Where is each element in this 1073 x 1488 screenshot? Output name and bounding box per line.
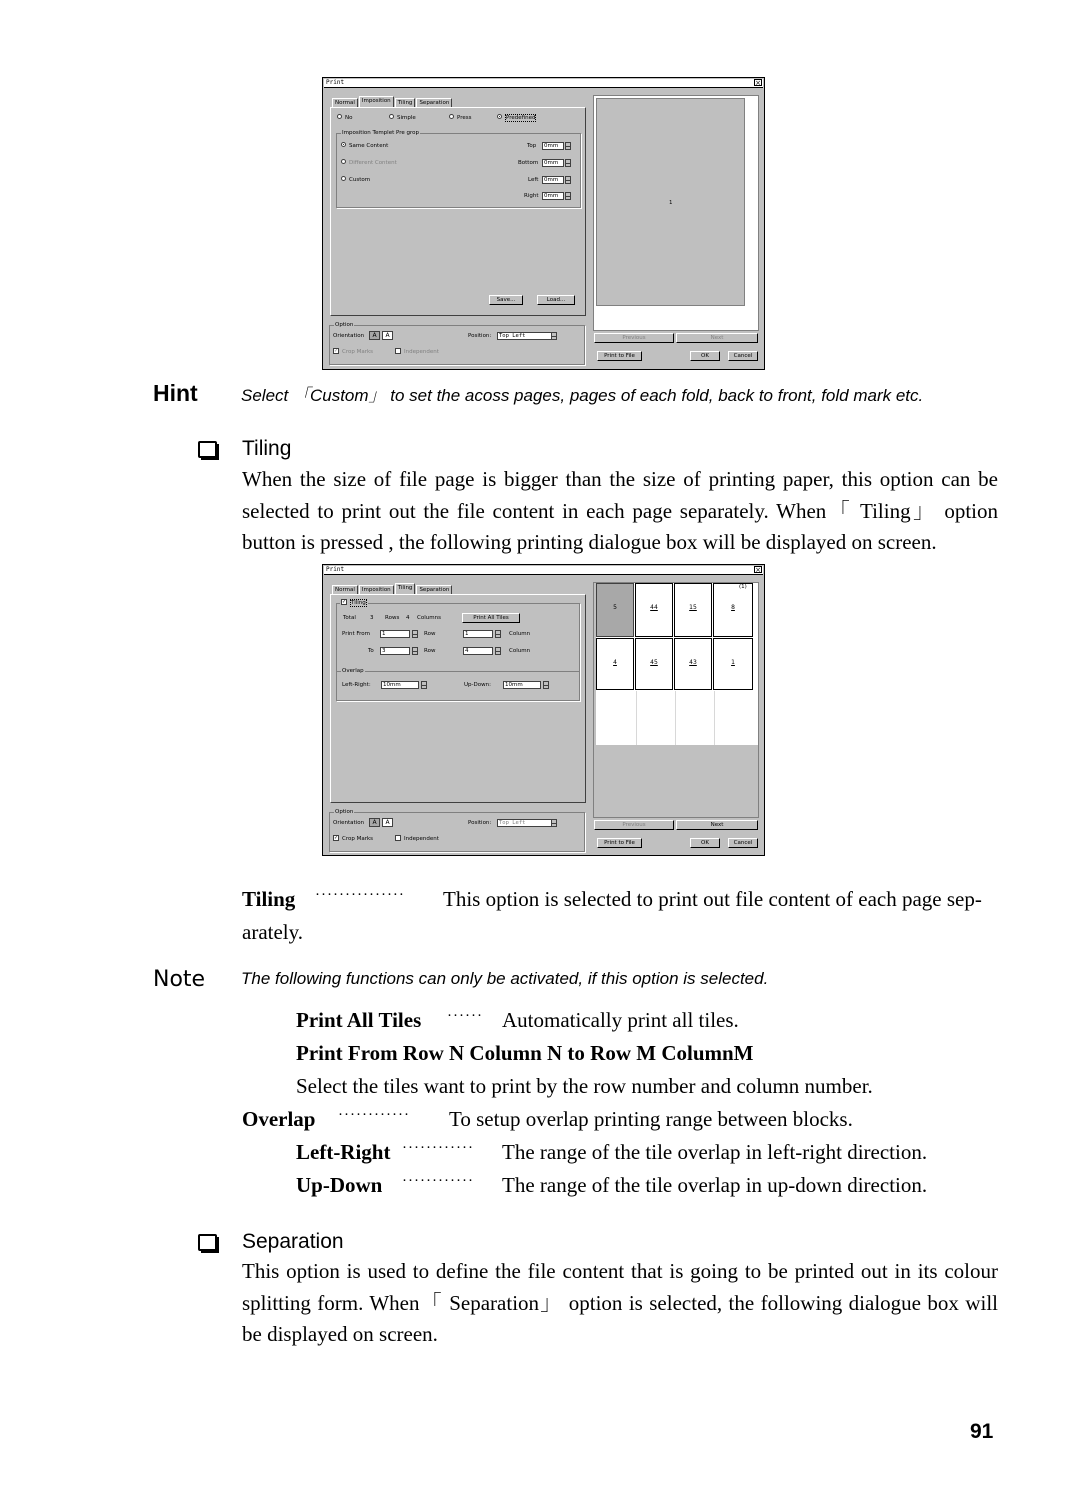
preview-area <box>593 95 759 331</box>
tile-cell: 43 <box>674 638 712 690</box>
mode-simple[interactable]: Simple <box>389 114 416 122</box>
columns-label: Columns <box>417 615 441 621</box>
up-down-label: Up-Down: <box>464 682 491 688</box>
from-col-input[interactable]: 1 <box>463 630 493 638</box>
tiling-group <box>336 598 580 701</box>
column-label: Column <box>509 631 531 637</box>
mode-press[interactable]: Press <box>449 114 471 122</box>
option-title: Option <box>335 809 354 815</box>
overlap-dots: ············ <box>338 1107 410 1123</box>
separation-paragraph: This option is used to define the file content that is going to be printed out in its colour splitting form. When「 Separation」 option is selected, the following dialogue box will be displayed on screen. <box>242 1259 998 1346</box>
next-button[interactable]: Next <box>676 820 758 830</box>
option-different-content: Different Content <box>341 159 397 167</box>
imposition-pane <box>330 107 586 316</box>
tiling-desc-line1: This option is selected to print out file content of each page sep- <box>443 887 982 911</box>
radio-selected-icon <box>497 114 502 119</box>
radio-icon <box>337 114 342 119</box>
radio-icon <box>341 176 346 181</box>
print-all-tiles-button[interactable]: Print All Tiles <box>462 613 520 623</box>
crop-marks-checkbox: ✓ Crop Marks <box>334 347 374 355</box>
top-label: Top <box>527 143 537 149</box>
position-select[interactable]: Top Left <box>497 819 552 827</box>
from-row-spin[interactable] <box>412 630 418 638</box>
option-title: Option <box>335 322 354 328</box>
chevron-down-icon[interactable] <box>551 819 557 827</box>
section-bullet-icon <box>198 1234 217 1251</box>
tab-tiling[interactable]: Tiling <box>395 98 416 108</box>
checkbox-icon <box>395 348 401 354</box>
print-to-file-button[interactable]: Print to File <box>597 838 642 848</box>
total-cols-value: 4 <box>406 615 410 621</box>
note-label: Note <box>153 967 206 992</box>
independent-checkbox[interactable]: Independent <box>395 835 439 843</box>
radio-icon <box>389 114 394 119</box>
left-right-term: Left-Right <box>296 1140 391 1164</box>
ok-button[interactable]: OK <box>690 351 720 361</box>
up-down-dots: ············ <box>402 1173 474 1189</box>
print-dialog-tiling <box>322 564 765 856</box>
tab-normal[interactable]: Normal <box>332 585 358 595</box>
from-col-spin[interactable] <box>495 630 501 638</box>
chevron-down-icon[interactable] <box>551 332 557 340</box>
total-rows-value: 3 <box>370 615 374 621</box>
page-number: 91 <box>970 1420 994 1443</box>
landscape-icon[interactable]: A <box>382 818 393 827</box>
option-custom[interactable]: Custom <box>341 176 370 184</box>
left-right-input[interactable]: 10mm <box>381 681 419 689</box>
print-all-term: Print All Tiles <box>296 1008 422 1032</box>
up-down-input[interactable]: 10mm <box>503 681 541 689</box>
overlap-term: Overlap <box>242 1107 316 1131</box>
dialog-title: Print <box>326 79 345 86</box>
templet-group <box>336 130 581 208</box>
print-from-desc: Select the tiles want to print by the row number and column number. <box>296 1074 873 1098</box>
right-spin[interactable] <box>565 192 571 200</box>
bottom-spin[interactable] <box>565 159 571 167</box>
tiling-checkbox[interactable]: ✓ Tiling <box>342 598 366 606</box>
mode-no[interactable]: No <box>337 114 352 122</box>
tile-preview-area <box>593 582 759 818</box>
left-right-spin[interactable] <box>421 681 427 689</box>
tab-separation[interactable]: Separation <box>416 98 452 108</box>
previous-button: Previous <box>594 820 674 830</box>
position-label: Position: <box>468 820 492 826</box>
up-down-spin[interactable] <box>543 681 549 689</box>
portrait-icon[interactable]: A <box>369 331 380 340</box>
total-label: Total <box>343 615 356 621</box>
page-number-label: 1 <box>669 200 673 206</box>
right-margin-input[interactable]: 0mm <box>542 192 564 200</box>
tiling-dots: ··············· <box>315 887 405 903</box>
up-down-desc: The range of the tile overlap in up-down direction. <box>502 1173 928 1197</box>
crop-marks-checkbox[interactable]: ✓ Crop Marks <box>334 834 374 842</box>
hint-text: Select 「Custom」 to set the acoss pages, pages of each fold, back to front, fold mark etc. <box>241 386 924 405</box>
overlap-desc: To setup overlap printing range between blocks. <box>449 1107 853 1131</box>
left-right-dots: ············ <box>402 1140 474 1156</box>
print-all-desc: Automatically print all tiles. <box>502 1008 739 1032</box>
radio-icon <box>341 159 346 164</box>
tiling-paragraph: When the size of file page is bigger than the size of printing paper, this option can be selected to print out the file content in each page separately. When「 Tiling」 option button is pressed , the following printing dialogue box will be displayed on screen. <box>242 467 998 554</box>
position-select[interactable]: Top Left <box>497 332 552 340</box>
checkbox-icon: ✓ <box>334 834 339 841</box>
landscape-icon[interactable]: A <box>382 331 393 340</box>
tile-cell: 1 <box>713 638 753 690</box>
tile-corner-label: (1) <box>739 584 747 590</box>
tiling-term: Tiling <box>242 887 296 911</box>
right-label: Right <box>524 193 539 199</box>
portrait-icon[interactable]: A <box>369 818 380 827</box>
rows-label: Rows <box>385 615 400 621</box>
tab-tiling[interactable]: Tiling <box>395 583 416 595</box>
top-margin-input[interactable]: 0mm <box>542 142 564 150</box>
checkbox-icon <box>395 835 401 841</box>
overlap-group <box>336 668 580 701</box>
left-margin-input[interactable]: 0mm <box>542 176 564 184</box>
close-icon[interactable]: × <box>755 566 761 574</box>
dialog-title: Print <box>326 566 345 573</box>
to-col-input[interactable]: 4 <box>463 647 493 655</box>
print-to-file-button[interactable]: Print to File <box>597 351 642 361</box>
tile-cell: 4 <box>596 638 634 690</box>
radio-icon <box>449 114 454 119</box>
cancel-button[interactable]: Cancel <box>728 838 758 848</box>
tab-imposition[interactable]: Imposition <box>359 585 394 595</box>
separation-section-title: Separation <box>242 1230 344 1253</box>
overlap-title: Overlap <box>342 668 364 674</box>
cancel-button[interactable]: Cancel <box>728 351 758 361</box>
load-button[interactable]: Load... <box>537 295 575 305</box>
row-label: Row <box>424 631 436 637</box>
left-label: Left <box>528 177 539 183</box>
print-dialog-imposition <box>322 77 765 370</box>
group-title: Imposition Templet Pre grop <box>342 130 419 136</box>
to-row-spin[interactable] <box>412 647 418 655</box>
preview-page <box>596 98 745 306</box>
print-all-dots: ······ <box>447 1008 483 1024</box>
option-group <box>329 322 585 365</box>
tile-cell: 45 <box>635 638 673 690</box>
to-row-input[interactable]: 3 <box>380 647 410 655</box>
left-right-label: Left-Right: <box>342 682 371 688</box>
position-label: Position: <box>468 333 492 339</box>
up-down-term: Up-Down <box>296 1173 383 1197</box>
tile-cell: 8 <box>713 583 753 637</box>
column-label: Column <box>509 648 531 654</box>
top-spin[interactable] <box>565 142 571 150</box>
tab-normal[interactable]: Normal <box>332 98 358 108</box>
bottom-margin-input[interactable]: 0mm <box>542 159 564 167</box>
left-spin[interactable] <box>565 176 571 184</box>
option-same-content[interactable]: Same Content <box>341 142 388 150</box>
row-label: Row <box>424 648 436 654</box>
to-col-spin[interactable] <box>495 647 501 655</box>
hint-label: Hint <box>153 380 198 406</box>
tile-cell: 44 <box>635 583 673 637</box>
tiling-pane <box>330 594 586 803</box>
checkbox-icon: ✓ <box>342 598 347 605</box>
save-button[interactable]: Save... <box>489 295 523 305</box>
tab-imposition[interactable]: Imposition <box>359 96 394 108</box>
from-row-input[interactable]: 1 <box>380 630 410 638</box>
checkbox-icon: ✓ <box>334 347 339 354</box>
radio-selected-icon <box>341 142 346 147</box>
tile-cell: 15 <box>674 583 712 637</box>
tab-separation[interactable]: Separation <box>416 585 452 595</box>
title-bar <box>324 566 763 575</box>
ok-button[interactable]: OK <box>690 838 720 848</box>
tile-cell: 5 <box>596 583 634 637</box>
orientation-label: Orientation <box>333 333 365 339</box>
section-bullet-icon <box>198 441 217 458</box>
title-bar <box>324 79 763 88</box>
note-text: The following functions can only be activated, if this option is selected. <box>241 969 769 988</box>
close-icon[interactable]: × <box>755 79 761 87</box>
print-from-label: Print From <box>342 631 371 637</box>
next-button: Next <box>676 333 758 343</box>
mode-predefined[interactable]: Predefined <box>497 114 536 122</box>
to-label: To <box>368 648 374 654</box>
print-from-term: Print From Row N Column N to Row M ColumnM <box>296 1041 754 1065</box>
previous-button: Previous <box>594 333 674 343</box>
tiling-desc-line2: arately. <box>242 920 304 944</box>
independent-checkbox: Independent <box>395 348 439 356</box>
tiling-section-title: Tiling <box>242 437 292 460</box>
option-group <box>329 809 585 852</box>
orientation-label: Orientation <box>333 820 365 826</box>
bottom-label: Bottom <box>518 160 539 166</box>
left-right-desc: The range of the tile overlap in left-right direction. <box>502 1140 928 1164</box>
